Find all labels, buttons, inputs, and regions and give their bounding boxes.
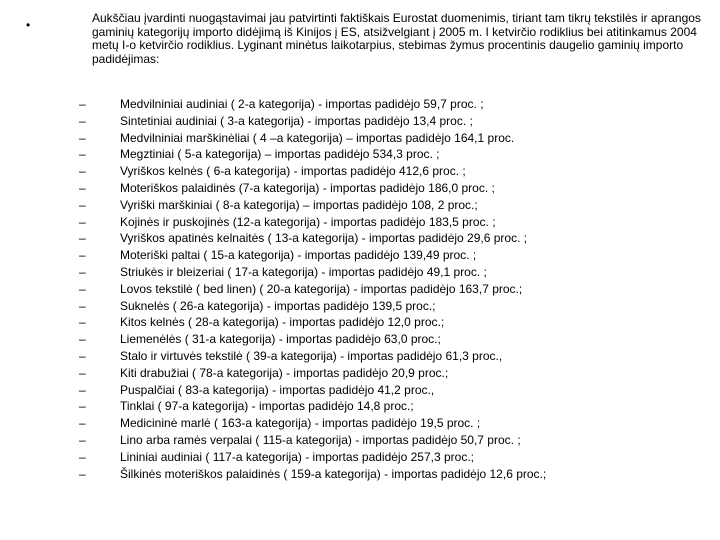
dash-bullet: – bbox=[79, 399, 86, 414]
dash-bullet: – bbox=[79, 197, 86, 212]
list-item bbox=[0, 163, 720, 180]
dash-bullet: – bbox=[79, 365, 86, 380]
list-item-text: Kiti drabužiai ( 78-a kategorija) - importas padidėjo 20,9 proc.; bbox=[120, 365, 449, 380]
intro-paragraph: Aukščiau įvardinti nuogąstavimai jau patvirtinti faktiškais Eurostat duomenimis, tiriant tam tikrų tekstilės ir aprangos gaminių kategorijų importo didėjimą iš Kinijos į ES, atsižvelgiant į 2005 m. I ketvirčio rodiklius bei atitinkamus 2004 metų I-o ketvirčio rodiklius. Lyginant minėtus laikotarpius, stebimas žymus procentinis daugelio gaminių importo padidėjimas: bbox=[92, 11, 701, 66]
dash-bullet: – bbox=[79, 466, 86, 481]
dash-bullet: – bbox=[79, 449, 86, 464]
list-item bbox=[0, 180, 720, 197]
list-item-text: Moteriškos palaidinės (7-a kategorija) - importas padidėjo 186,0 proc. ; bbox=[120, 180, 495, 195]
list-item bbox=[0, 214, 720, 231]
list-item-text: Suknelės ( 26-a kategorija) - importas padidėjo 139,5 proc.; bbox=[120, 298, 436, 313]
list-item bbox=[0, 466, 720, 483]
list-item-text: Vyriškos kelnės ( 6-a kategorija) - importas padidėjo 412,6 proc. ; bbox=[120, 164, 466, 179]
dash-bullet: – bbox=[79, 113, 86, 128]
dash-bullet: – bbox=[79, 214, 86, 229]
list-item-text: Lininiai audiniai ( 117-a kategorija) - importas padidėjo 257,3 proc.; bbox=[120, 449, 474, 464]
dash-bullet: – bbox=[79, 97, 86, 111]
list-item-text: Moteriški paltai ( 15-a kategorija) - importas padidėjo 139,49 proc. ; bbox=[120, 248, 477, 263]
dash-bullet: – bbox=[79, 315, 86, 330]
dash-bullet: – bbox=[79, 281, 86, 296]
list-item-text: Megztiniai ( 5-a kategorija) – importas padidėjo 534,3 proc. ; bbox=[120, 147, 440, 162]
list-item-text: Lovos tekstilė ( bed linen) ( 20-a kategorija) - importas padidėjo 163,7 proc.; bbox=[120, 281, 523, 296]
list-item-text: Sintetiniai audiniai ( 3-a kategorija) - importas padidėjo 13,4 proc. ; bbox=[120, 113, 473, 128]
list-item-text: Kitos kelnės ( 28-a kategorija) - importas padidėjo 12,0 proc.; bbox=[120, 315, 445, 330]
list-item bbox=[0, 432, 720, 449]
dash-bullet: – bbox=[79, 147, 86, 162]
list-item-text: Lino arba ramės verpalai ( 115-a kategorija) - importas padidėjo 50,7 proc. ; bbox=[120, 432, 521, 447]
dash-bullet: – bbox=[79, 332, 86, 347]
list-item bbox=[0, 314, 720, 331]
intro-bullet: • bbox=[26, 18, 31, 32]
list-item bbox=[0, 415, 720, 432]
list-item bbox=[0, 96, 720, 113]
dash-bullet: – bbox=[79, 416, 86, 431]
list-item bbox=[0, 247, 720, 264]
list-item-text: Medvilniniai marškinėliai ( 4 –a kategorija) – importas padidėjo 164,1 proc. bbox=[120, 130, 515, 145]
dash-bullet: – bbox=[79, 298, 86, 313]
list-item-text: Stalo ir virtuvės tekstilė ( 39-a kategorija) - importas padidėjo 61,3 proc., bbox=[120, 348, 503, 363]
list-item bbox=[0, 146, 720, 163]
list-item bbox=[0, 331, 720, 348]
list-item-text: Tinklai ( 97-a kategorija) - importas padidėjo 14,8 proc.; bbox=[120, 399, 414, 414]
list-item bbox=[0, 298, 720, 315]
list-item bbox=[0, 348, 720, 365]
list-item-text: Liemenėlės ( 31-a kategorija) - importas padidėjo 63,0 proc.; bbox=[120, 332, 441, 347]
dash-bullet: – bbox=[79, 164, 86, 179]
list-item bbox=[0, 365, 720, 382]
list-item-text: Vyriškos apatinės kelnaitės ( 13-a kategorija) - importas padidėjo 29,6 proc. ; bbox=[120, 231, 528, 246]
list-item bbox=[0, 230, 720, 247]
list-item bbox=[0, 398, 720, 415]
dash-bullet: – bbox=[79, 130, 86, 145]
dash-bullet: – bbox=[79, 348, 86, 363]
list-item-text: Kojinės ir puskojinės (12-a kategorija) - importas padidėjo 183,5 proc. ; bbox=[120, 214, 496, 229]
list-item bbox=[0, 281, 720, 298]
list-item-text: Medvilniniai audiniai ( 2-a kategorija) - importas padidėjo 59,7 proc. ; bbox=[120, 97, 484, 111]
list-item-text: Vyriški marškiniai ( 8-a kategorija) – importas padidėjo 108, 2 proc.; bbox=[120, 197, 478, 212]
list-item bbox=[0, 449, 720, 466]
list-item-text: Puspalčiai ( 83-a kategorija) - importas padidėjo 41,2 proc., bbox=[120, 382, 435, 397]
list-item-text: Medicininė marlė ( 163-a kategorija) - importas padidėjo 19,5 proc. ; bbox=[120, 416, 481, 431]
dash-bullet: – bbox=[79, 180, 86, 195]
import-increase-list bbox=[0, 96, 720, 482]
dash-bullet: – bbox=[79, 382, 86, 397]
dash-bullet: – bbox=[79, 231, 86, 246]
list-item bbox=[0, 382, 720, 399]
dash-bullet: – bbox=[79, 248, 86, 263]
dash-bullet: – bbox=[79, 432, 86, 447]
list-item bbox=[0, 130, 720, 147]
list-item-text: Striukės ir bleizeriai ( 17-a kategorija) - importas padidėjo 49,1 proc. ; bbox=[120, 264, 487, 279]
list-item bbox=[0, 197, 720, 214]
dash-bullet: – bbox=[79, 264, 86, 279]
list-item bbox=[0, 264, 720, 281]
list-item bbox=[0, 113, 720, 130]
list-item-text: Šilkinės moteriškos palaidinės ( 159-a kategorija) - importas padidėjo 12,6 proc.; bbox=[120, 466, 547, 481]
